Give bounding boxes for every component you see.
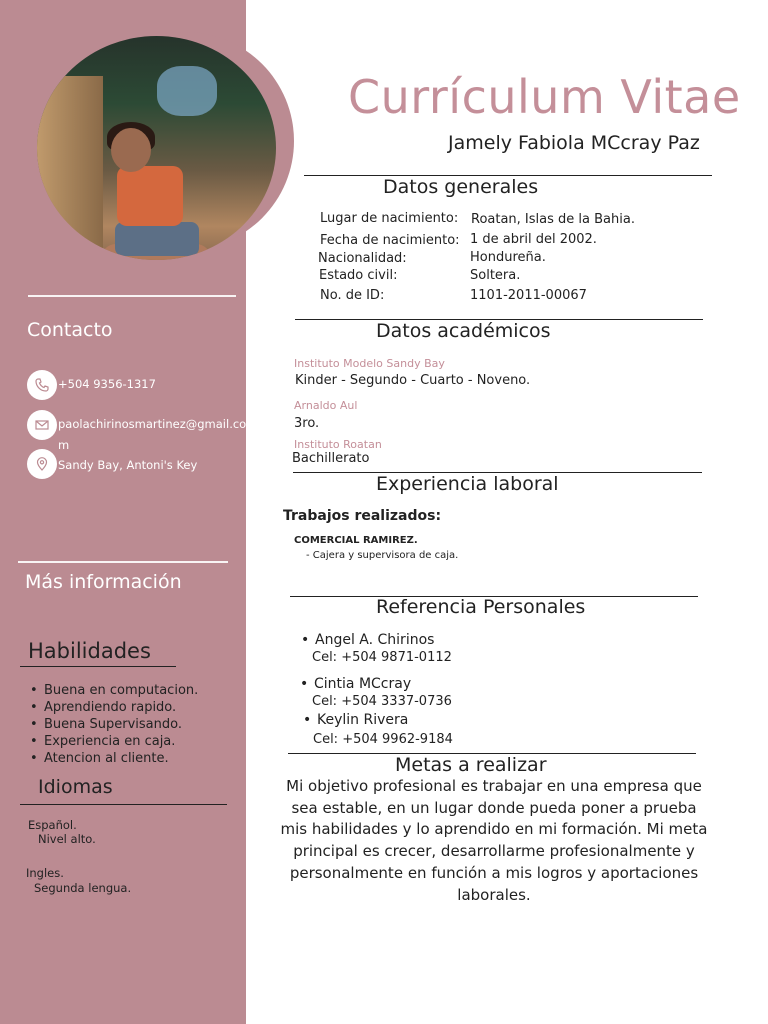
academic-heading: Datos académicos [376, 320, 551, 342]
school-name: Instituto Roatan [294, 438, 382, 451]
page-title: Currículum Vitae [348, 70, 741, 124]
skills-heading: Habilidades [28, 639, 151, 663]
language-name: Español. [28, 818, 77, 832]
skills-underline [20, 666, 176, 667]
language-level: Segunda lengua. [34, 881, 132, 895]
general-label: Nacionalidad: [318, 251, 407, 266]
job-role: - Cajera y supervisora de caja. [306, 550, 459, 561]
list-item: • Atencion al cliente. [28, 750, 198, 767]
list-item: • Experiencia en caja. [28, 733, 198, 750]
goals-heading: Metas a realizar [395, 754, 547, 776]
profile-photo [37, 36, 276, 260]
general-value: Hondureña. [470, 250, 546, 265]
reference-name: • Keylin Rivera [317, 712, 408, 728]
location-pin-icon [27, 449, 57, 479]
reference-name: • Cintia MCcray [314, 676, 411, 692]
general-value: 1 de abril del 2002. [470, 232, 597, 247]
more-info-heading: Más información [25, 571, 182, 593]
school-detail: 3ro. [294, 416, 320, 431]
reference-name: • Angel A. Chirinos [315, 632, 434, 648]
contact-address: Sandy Bay, Antoni's Key [58, 458, 198, 472]
sidebar-divider [28, 295, 236, 297]
references-heading: Referencia Personales [376, 596, 586, 618]
contact-phone[interactable]: +504 9356-1317 [58, 377, 156, 391]
skills-list [28, 682, 198, 767]
general-heading: Datos generales [383, 176, 539, 198]
language-level: Nivel alto. [38, 832, 96, 846]
general-value: 1101-2011-00067 [470, 288, 587, 303]
person-name: Jamely Fabiola MCcray Paz [448, 132, 700, 154]
general-value: Soltera. [470, 268, 521, 283]
languages-underline [20, 804, 227, 805]
list-item: • Buena Supervisando. [28, 716, 198, 733]
general-label: Lugar de nacimiento: [320, 211, 459, 226]
contact-email[interactable]: paolachirinosmartinez@gmail.co [58, 417, 247, 431]
goals-text: Mi objetivo profesional es trabajar en una empresa que sea estable, en un lugar donde pueda poner a prueba mis habilidades y lo aprendido en mi formación. Mi meta principal es crecer, desarrollarme profesionalmente y personalmente en función a mis logros y aportaciones laborales. [280, 777, 708, 904]
reference-phone: Cel: +504 9871-0112 [312, 650, 452, 665]
contact-heading: Contacto [27, 319, 113, 341]
list-item: • Buena en computacion. [28, 682, 198, 699]
school-name: Arnaldo Aul [294, 399, 358, 412]
company-name: COMERCIAL RAMIREZ. [294, 535, 418, 546]
general-label: Estado civil: [319, 268, 398, 283]
experience-heading: Experiencia laboral [376, 473, 559, 495]
general-value: Roatan, Islas de la Bahia. [471, 212, 635, 227]
general-label: No. de ID: [320, 288, 385, 303]
jobs-subheading: Trabajos realizados: [283, 508, 442, 524]
reference-phone: Cel: +504 3337-0736 [312, 694, 452, 709]
school-detail: Bachillerato [292, 451, 370, 466]
school-detail: Kinder - Segundo - Cuarto - Noveno. [295, 373, 531, 388]
general-label: Fecha de nacimiento: [320, 233, 460, 248]
mail-icon [27, 410, 57, 440]
contact-email-wrap: m [58, 438, 70, 452]
list-item: • Aprendiendo rapido. [28, 699, 198, 716]
languages-heading: Idiomas [38, 776, 113, 798]
phone-icon [27, 370, 57, 400]
reference-phone: Cel: +504 9962-9184 [313, 732, 453, 747]
language-name: Ingles. [26, 866, 64, 880]
sidebar-divider [18, 561, 228, 563]
school-name: Instituto Modelo Sandy Bay [294, 357, 445, 370]
